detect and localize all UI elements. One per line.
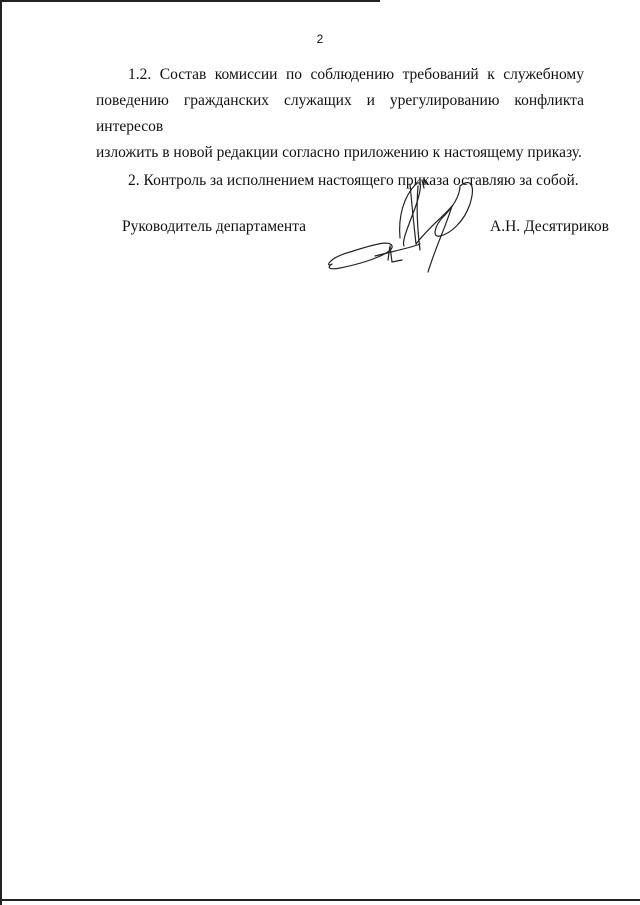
paragraph-line: 1.2. Состав комиссии по соблюдению требований к служебному [128,66,584,83]
page-number: 2 [316,32,324,46]
scan-border-bottom [0,899,640,901]
paragraph-line: изложить в новой редакции согласно приложению к настоящему приказу. [96,144,582,161]
handwritten-signature-icon [320,176,490,276]
signer-position: Руководитель департамента [122,218,307,235]
scan-border-top [0,0,380,2]
signer-name: А.Н. Десятириков [490,218,609,235]
paragraph-line: поведению гражданских служащих и урегулированию конфликта интересов [96,92,584,135]
paragraph-line: 2. Контроль за исполнением настоящего приказа оставляю за собой. [128,172,579,189]
scan-border-left [0,0,2,905]
paragraph-item-1-2 [96,62,584,166]
document-body [96,62,584,194]
